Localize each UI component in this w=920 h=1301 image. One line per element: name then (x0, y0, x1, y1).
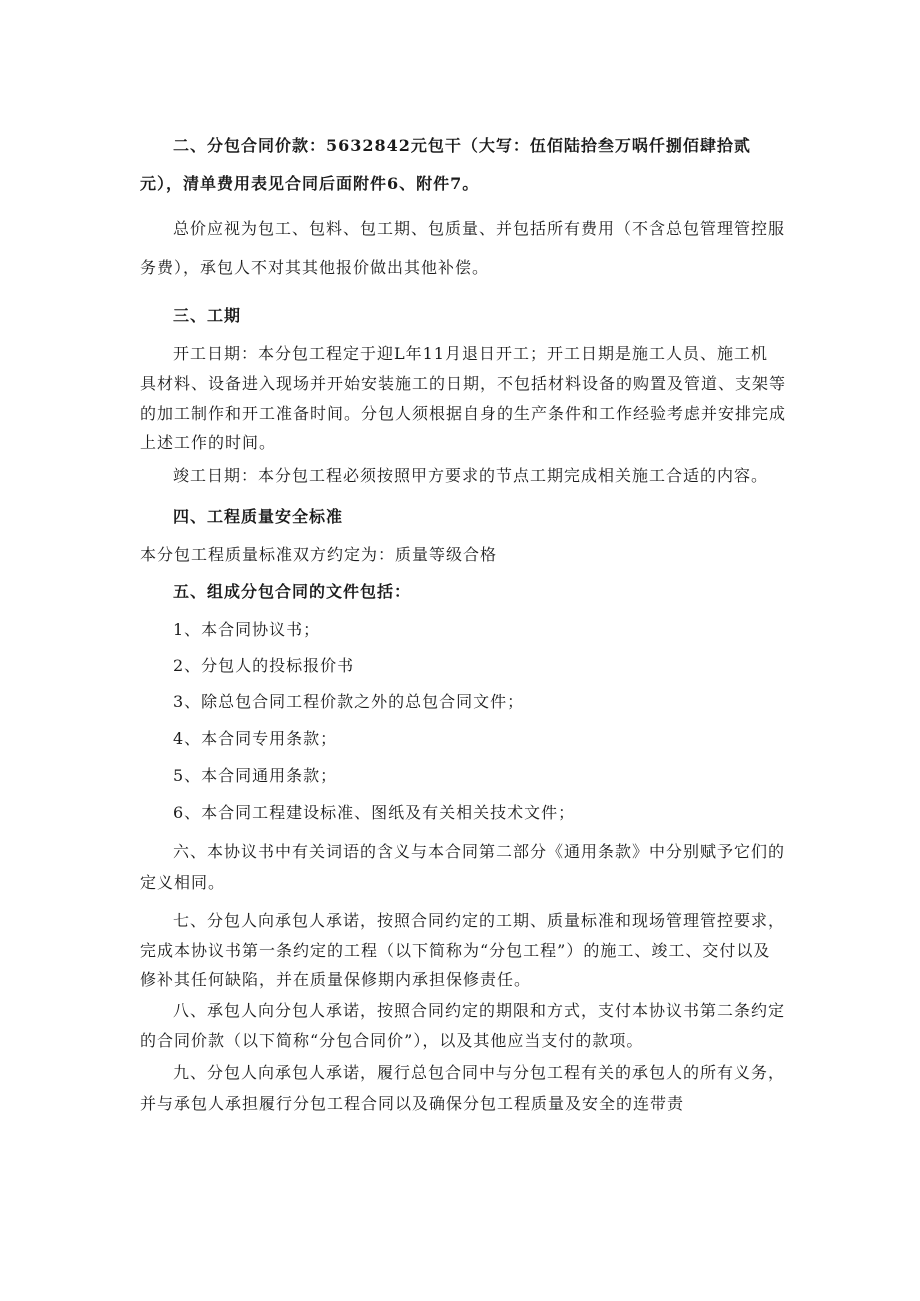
clause-7-line-1: 七、分包人向承包人承诺，按照合同约定的工期、质量标准和现场管理管控要求， (173, 911, 786, 930)
start-date-line-3: 的加工制作和开工准备时间。分包人须根据自身的生产条件和工作经验考虑并安排完成 (140, 404, 787, 423)
section-5-heading: 五、组成分包合同的文件包括： (173, 582, 412, 601)
clause-8-line-2: 的合同价款（以下简称“分包合同价”），以及其他应当支付的款项。 (140, 1031, 644, 1050)
document-item-4: 4、本合同专用条款； (173, 729, 338, 748)
document-item-5: 5、本合同通用条款； (173, 766, 338, 785)
clause-9-line-2: 并与承包人承担履行分包工程合同以及确保分包工程质量及安全的连带责 (140, 1094, 685, 1113)
quality-standard-line: 本分包工程质量标准双方约定为：质量等级合格 (140, 545, 498, 564)
clause-9-line-1: 九、分包人向承包人承诺，履行总包合同中与分包工程有关的承包人的所有义务， (173, 1063, 786, 1082)
start-date-line-2: 具材料、设备进入现场并开始安装施工的日期，不包括材料设备的购置及管道、支架等 (140, 374, 787, 393)
start-date-line-4: 上述工作的时间。 (140, 433, 277, 452)
clause-7-line-3: 修补其任何缺陷，并在质量保修期内承担保修责任。 (140, 970, 532, 989)
start-date-line-1: 开工日期：本分包工程定于迎L年11月退日开工；开工日期是施工人员、施工机 (173, 344, 768, 363)
clause-2-line-2: 元），清单费用表见合同后面附件6、附件7。 (140, 174, 480, 193)
clause-8-line-1: 八、承包人向分包人承诺，按照合同约定的期限和方式，支付本协议书第二条约定 (173, 1001, 786, 1020)
total-price-line-1: 总价应视为包工、包料、包工期、包质量、并包括所有费用（不含总包管理管控服 (173, 219, 786, 238)
section-4-heading: 四、工程质量安全标准 (173, 507, 344, 526)
clause-2-line-1: 二、分包合同价款：5632842元包干（大写：伍佰陆拾叁万㖞仟捌佰肆拾贰 (173, 136, 751, 155)
clause-6-line-1: 六、本协议书中有关词语的含义与本合同第二部分《通用条款》中分别赋予它们的 (173, 842, 786, 861)
document-item-2: 2、分包人的投标报价书 (173, 656, 355, 675)
clause-7-line-2: 完成本协议书第一条约定的工程（以下简称为“分包工程”）的施工、竣工、交付以及 (140, 941, 771, 960)
document-item-1: 1、本合同协议书； (173, 620, 321, 639)
clause-6-line-2: 定义相同。 (140, 873, 226, 892)
document-item-3: 3、除总包合同工程价款之外的总包合同文件； (173, 692, 525, 711)
document-item-6: 6、本合同工程建设标准、图纸及有关相关技术文件； (173, 803, 576, 822)
completion-date-line: 竣工日期：本分包工程必须按照甲方要求的节点工期完成相关施工合适的内容。 (173, 466, 769, 485)
section-3-heading: 三、工期 (173, 306, 242, 325)
total-price-line-2: 务费），承包人不对其其他报价做出其他补偿。 (140, 258, 490, 277)
